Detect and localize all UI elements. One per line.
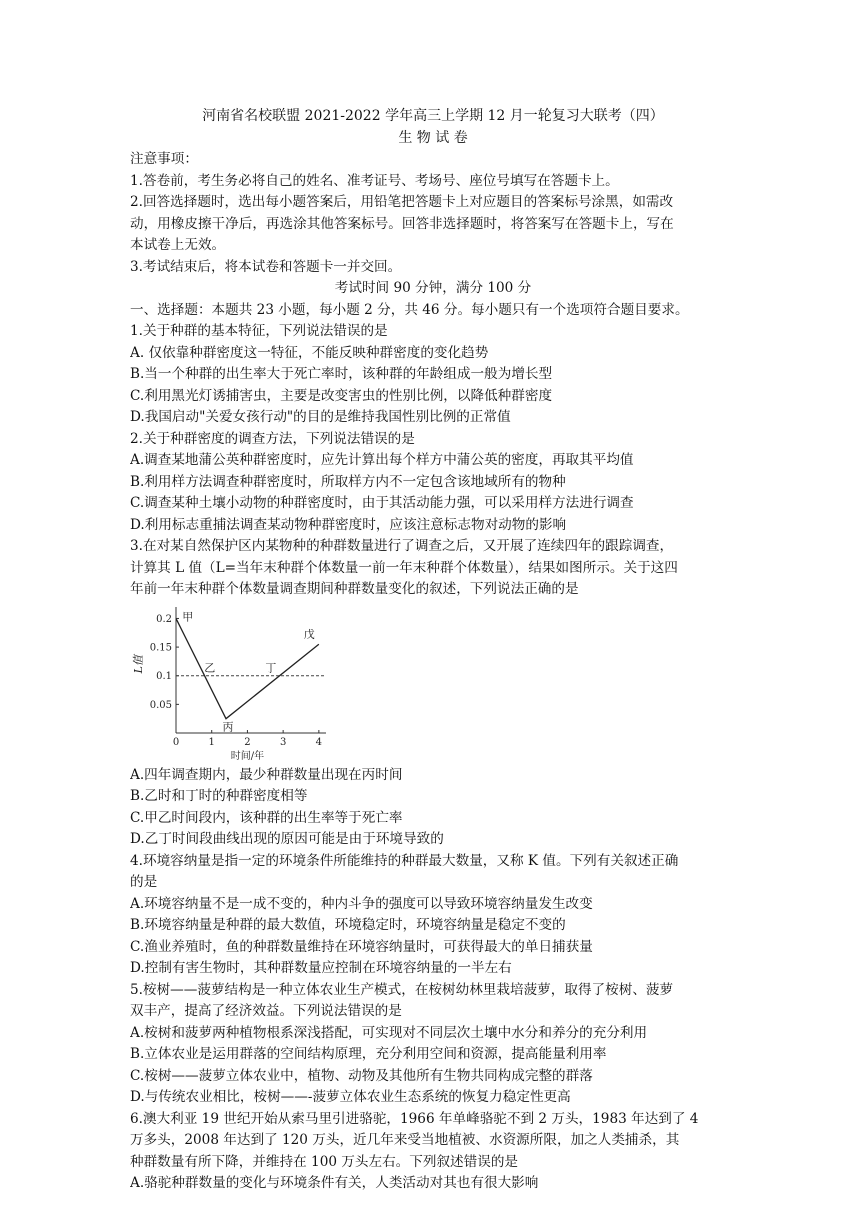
y-tick-label: 0.05 (149, 699, 172, 711)
q1-option-a: A. 仅依靠种群密度这一特征，不能反映种群密度的变化趋势 (130, 344, 489, 361)
point-label: 甲 (182, 609, 194, 623)
x-tick-label: 1 (208, 736, 215, 748)
q3-option-a: A.四年调查期内，最少种群数量出现在丙时间 (130, 766, 403, 783)
q5-option-b: B.立体农业是运用群落的空间结构原理，充分利用空间和资源，提高能量利用率 (130, 1046, 607, 1062)
q4-stem-line-2: 的是 (130, 874, 158, 890)
q6-stem-line-3: 种群数量有所下降，并维持在 100 万头左右。下列叙述错误的是 (130, 1153, 519, 1170)
q1-option-d: D.我国启动"关爱女孩行动"的目的是维持我国性别比例的正常值 (130, 409, 511, 425)
q6-stem-line-1: 6.澳大利亚 19 世纪开始从索马里引进骆驼，1966 年单峰骆驼不到 2 万头，1983 年达到了 4 (130, 1110, 699, 1127)
y-tick-label: 0.15 (149, 642, 172, 654)
y-tick-label: 0.1 (156, 670, 172, 682)
note-1: 1.答卷前，考生务必将自己的姓名、准考证号、考场号、座位号填写在答题卡上。 (130, 172, 619, 189)
note-3: 3.考试结束后，将本试卷和答题卡一并交回。 (130, 258, 402, 275)
q3-stem-line-2: 计算其 L 值（L=当年末种群个体数量一前一年末种群个体数量），结果如图所示。关于这四 (130, 559, 678, 576)
y-axis-label: L值 (132, 654, 145, 673)
x-axis-label: 时间/年 (230, 750, 265, 762)
l-value-curve (176, 618, 319, 718)
y-tick-label: 0.2 (156, 613, 172, 625)
l-value-chart (130, 603, 736, 763)
point-label: 丁 (265, 661, 277, 675)
q1-stem: 1.关于种群的基本特征，下列说法错误的是 (130, 323, 388, 339)
q4-option-a: A.环境容纳量不是一成不变的，种内斗争的强度可以导致环境容纳量发生改变 (130, 895, 593, 912)
q4-option-c: C.渔业养殖时，鱼的种群数量维持在环境容纳量时，可获得最大的单日捕获量 (130, 938, 593, 955)
note-2-line-1: 2.回答选择题时，选出每小题答案后，用铅笔把答题卡上对应题目的答案标号涂黑，如需改 (130, 194, 674, 210)
q5-option-c: C.桉树——菠萝立体农业中，植物、动物及其他所有生物共同构成完整的群落 (130, 1067, 593, 1084)
q1-option-b: B.当一个种群的出生率大于死亡率时，该种群的年龄组成一般为增长型 (130, 366, 553, 382)
x-tick-label: 0 (172, 736, 180, 748)
q6-option-a: A.骆驼种群数量的变化与环境条件有关，人类活动对其也有很大影响 (130, 1175, 539, 1191)
exam-info: 考试时间 90 分钟，满分 100 分 (334, 280, 532, 296)
q3-stem-line-1: 3.在对某自然保护区内某物种的种群数量进行了调查之后，又开展了连续四年的跟踪调查， (130, 538, 674, 554)
point-label: 丙 (222, 720, 234, 734)
q2-option-a: A.调查某地蒲公英种群密度时，应先计算出每个样方中蒲公英的密度，再取其平均值 (130, 452, 634, 468)
exam-subtitle: 生 物 试 卷 (398, 129, 468, 146)
note-2-line-2: 动，用橡皮擦干净后，再选涂其他答案标号。回答非选择题时，将答案写在答题卡上，写在 (130, 215, 674, 232)
q1-option-c: C.利用黑光灯诱捕害虫，主要是改变害虫的性别比例，以降低种群密度 (130, 387, 553, 404)
q5-stem-line-2: 双丰产，提高了经济效益。下列说法错误的是 (130, 1003, 402, 1019)
q4-option-b: B.环境容纳量是种群的最大数值，环境稳定时，环境容纳量是稳定不变的 (130, 917, 566, 933)
q6-stem-line-2: 万多头，2008 年达到了 120 万头，近几年来受当地植被、水资源所限，加之人类捕杀，其 (130, 1132, 680, 1148)
q5-option-d: D.与传统农业相比，桉树——-菠萝立体农业生态系统的恢复力稳定性更高 (130, 1089, 571, 1105)
q3-option-b: B.乙时和丁时的种群密度相等 (130, 788, 308, 804)
exam-title: 河南省名校联盟 2021-2022 学年高三上学期 12 月一轮复习大联考（四） (202, 108, 664, 124)
q3-option-d: D.乙丁时间段曲线出现的原因可能是由于环境导致的 (130, 831, 444, 847)
note-2-line-3: 本试卷上无效。 (130, 237, 226, 253)
q3-option-c: C.甲乙时间段内，该种群的出生率等于死亡率 (130, 809, 403, 826)
x-tick-label: 3 (279, 736, 287, 748)
x-tick-label: 2 (244, 736, 251, 748)
point-label: 乙 (204, 661, 216, 675)
q5-option-a: A.桉树和菠萝两种植物根系深浅搭配，可实现对不同层次土壤中水分和养分的充分利用 (130, 1024, 648, 1041)
q4-option-d: D.控制有害生物时，其种群数量应控制在环境容纳量的一半左右 (130, 960, 512, 976)
q5-stem-line-1: 5.桉树——菠萝结构是一种立体农业生产模式，在桉树幼林里栽培菠萝，取得了桉树、菠萝 (130, 981, 674, 998)
point-label: 戊 (303, 627, 315, 641)
q2-option-c: C.调查某种土壤小动物的种群密度时，由于其活动能力强，可以采用样方法进行调查 (130, 495, 634, 511)
q4-stem-line-1: 4.环境容纳量是指一定的环境条件所能维持的种群最大数量，又称 K 值。下列有关叙述正确 (130, 852, 679, 869)
notes-heading: 注意事项： (130, 151, 198, 167)
q2-option-d: D.利用标志重捕法调查某动物种群密度时，应该注意标志物对动物的影响 (130, 516, 567, 533)
q3-stem-line-3: 年前一年末种群个体数量调查期间种群数量变化的叙述，下列说法正确的是 (130, 581, 579, 597)
l-value-chart-svg (130, 603, 330, 763)
exam-page (130, 106, 736, 1195)
q2-stem: 2.关于种群密度的调查方法，下列说法错误的是 (130, 430, 415, 447)
section-heading: 一、选择题：本题共 23 小题，每小题 2 分，共 46 分。每小题只有一个选项符合题目要求。 (130, 301, 689, 318)
x-tick-label: 4 (315, 736, 323, 748)
q2-option-b: B.利用样方法调查种群密度时，所取样方内不一定包含该地域所有的物种 (130, 473, 566, 490)
